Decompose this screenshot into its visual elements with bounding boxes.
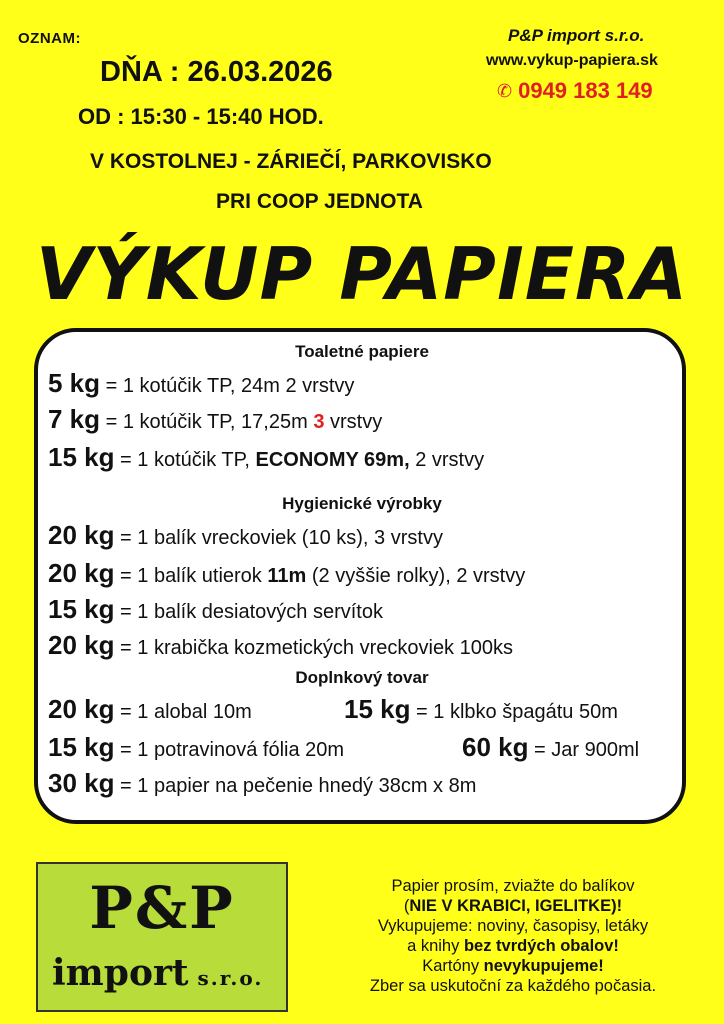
- list-item: 7 kg = 1 kotúčik TP, 17,25m 3 vrstvy: [48, 404, 383, 434]
- company-name: P&P import s.r.o.: [508, 26, 645, 45]
- event-place-line2: PRI COOP JEDNOTA: [216, 190, 423, 213]
- section-title-hygiene: Hygienické výrobky: [282, 494, 442, 513]
- list-item: 15 kg = 1 balík desiatových servítok: [48, 594, 383, 624]
- list-item: 15 kg = 1 klbko špagátu 50m: [344, 694, 618, 724]
- website-link[interactable]: www.vykup-papiera.sk: [486, 52, 658, 69]
- phone-icon: ✆: [497, 80, 513, 101]
- section-title-extra: Doplnkový tovar: [295, 668, 429, 687]
- event-date: DŇA : 26.03.2026: [100, 56, 333, 88]
- phone-number[interactable]: [497, 78, 653, 104]
- headline: VÝKUP PAPIERA: [35, 232, 689, 316]
- list-item: 15 kg = 1 kotúčik TP, ECONOMY 69m, 2 vrstvy: [48, 442, 485, 472]
- list-item: 30 kg = 1 papier na pečenie hnedý 38cm x 8m: [48, 768, 477, 798]
- event-place-line1: V KOSTOLNEJ - ZÁRIEČÍ, PARKOVISKO: [90, 150, 492, 173]
- list-item: 20 kg = 1 alobal 10m: [48, 694, 252, 724]
- event-time: OD : 15:30 - 15:40 HOD.: [78, 104, 324, 129]
- logo-text-sub: import s.r.o.: [52, 952, 264, 994]
- list-item: 20 kg = 1 krabička kozmetických vreckoviek 100ks: [48, 630, 513, 660]
- collection-notes: Papier prosím, zviažte do balíkov (NIE V KRABICI, IGELITKE)! Vykupujeme: noviny, časopisy, letáky a knihy bez tvrdých obalov! Kartóny nevykupujeme! Zber sa uskutoční za každého počasia.: [369, 877, 657, 995]
- list-item: 60 kg = Jar 900ml: [462, 732, 640, 762]
- list-item: 20 kg = 1 balík utierok 11m (2 vyššie rolky), 2 vrstvy: [48, 558, 526, 588]
- list-item: 20 kg = 1 balík vreckoviek (10 ks), 3 vrstvy: [48, 520, 443, 550]
- logo-text-main: P&P: [89, 874, 235, 942]
- list-item: 5 kg = 1 kotúčik TP, 24m 2 vrstvy: [48, 368, 355, 398]
- section-title-toilet: Toaletné papiere: [295, 342, 429, 361]
- notice-label: OZNAM:: [18, 30, 81, 47]
- phone-number-text: 0949 183 149: [518, 78, 653, 103]
- list-item: 15 kg = 1 potravinová fólia 20m: [48, 732, 345, 762]
- company-logo: [36, 862, 288, 1012]
